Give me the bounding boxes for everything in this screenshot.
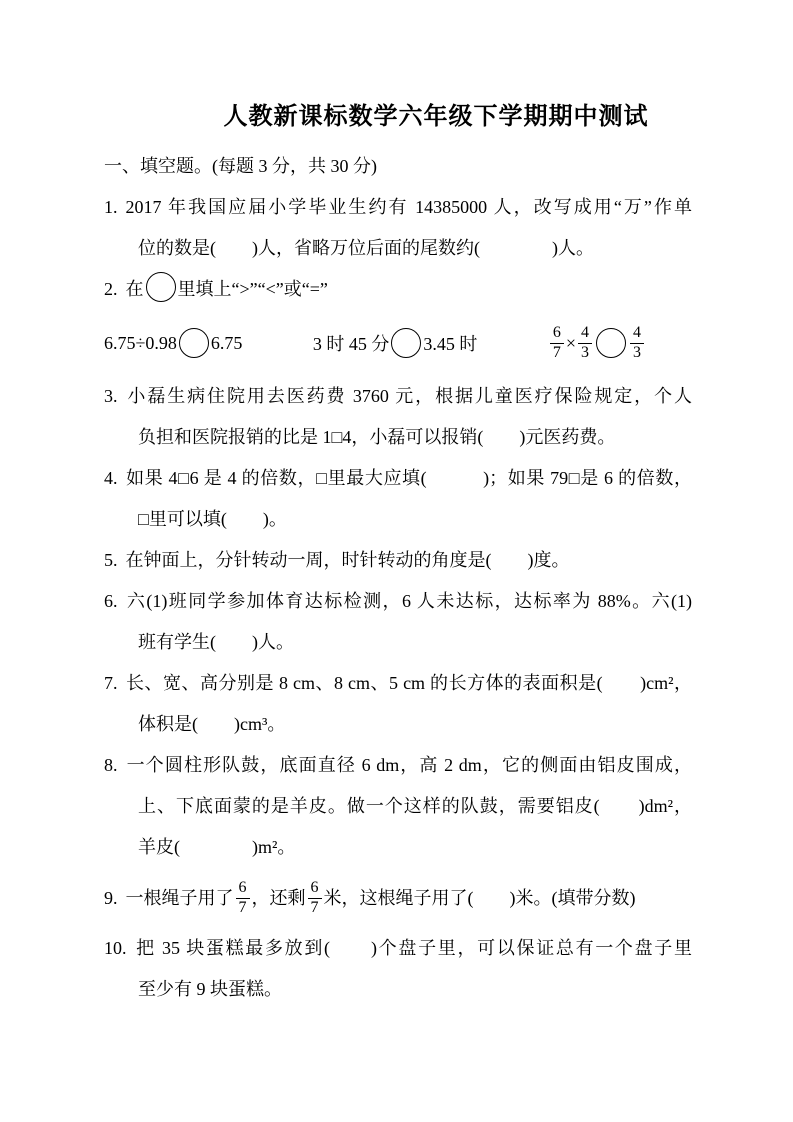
question-text: ×: [565, 332, 576, 353]
question-text: 把 35 块蛋糕最多放到( )个盘子里，可以保证总有一个盘子里: [134, 938, 692, 958]
comparison-item: [313, 328, 478, 358]
question-10: [104, 928, 692, 1010]
question-text: 班有学生( )人。: [138, 632, 294, 652]
question-line: [104, 928, 692, 969]
question-text: 3 时 45 分: [312, 334, 390, 354]
question-text: 小磊生病住院用去医药费 3760 元，根据儿童医疗保险规定，个人: [125, 386, 692, 406]
question-9: [104, 868, 692, 928]
questions-list: [104, 187, 692, 1010]
question-line: [104, 663, 692, 704]
question-2: [104, 269, 692, 310]
question-number: 8.: [104, 755, 118, 775]
question-line: [104, 269, 692, 310]
question-text: □里可以填( )。: [138, 509, 287, 529]
question-line: [104, 581, 692, 622]
question-number: 1.: [104, 197, 118, 217]
question-line: [104, 499, 692, 540]
question-number: 7.: [104, 673, 118, 693]
question-text: 六(1)班同学参加体育达标检测，6 人未达标，达标率为 88%。六(1): [125, 591, 692, 611]
fraction-denominator: 7: [552, 343, 561, 361]
question-number: 10.: [104, 938, 127, 958]
question-line: [104, 458, 692, 499]
comparison-row: [104, 312, 692, 374]
page-title: 人教新课标数学六年级下学期期中测试: [223, 104, 649, 130]
question-text: 位的数是( )人，省略万位后面的尾数约( )人。: [138, 238, 594, 258]
question-number: 5.: [104, 550, 118, 570]
section-heading: 一、填空题。(每题 3 分，共 30 分): [104, 156, 377, 176]
question-text: 6.75: [210, 332, 243, 353]
question-line: [104, 868, 692, 928]
question-text: 2017 年我国应届小学毕业生约有 14385000 人，改写成用“万”作单: [125, 197, 692, 217]
question-text: 至少有 9 块蛋糕。: [138, 979, 282, 999]
question-line: [104, 187, 692, 228]
question-number: 6.: [104, 591, 118, 611]
fraction: [630, 324, 644, 362]
question-text: 在: [125, 279, 144, 299]
question-6: [104, 581, 692, 663]
fraction-numerator: 6: [236, 879, 250, 898]
fraction-numerator: 4: [630, 324, 644, 343]
fraction-numerator: 6: [550, 324, 564, 343]
question-text: 里填上“>”“<”或“=”: [177, 279, 328, 299]
question-line: [104, 540, 692, 581]
question-line: [104, 745, 692, 786]
fraction: [578, 324, 592, 362]
question-8: [104, 745, 692, 868]
fraction-numerator: 6: [308, 879, 322, 898]
question-number: 4.: [104, 468, 118, 488]
question-text: ，还剩: [251, 887, 306, 908]
comparison-item: [548, 324, 646, 362]
fill-in-circle: [179, 328, 209, 358]
fraction-denominator: 3: [632, 343, 641, 361]
fraction: [308, 879, 322, 917]
question-3: [104, 376, 692, 458]
question-text: 一根绳子用了: [125, 887, 234, 908]
question-number: 2.: [104, 279, 118, 299]
question-text: 米，这根绳子用了( )米。(填带分数): [323, 887, 636, 908]
question-text: 体积是( )cm³。: [138, 714, 286, 734]
question-line: [104, 827, 692, 868]
fill-in-circle: [596, 328, 626, 358]
question-5: [104, 540, 692, 581]
question-line: [104, 969, 692, 1010]
fraction: [550, 324, 564, 362]
question-text: 负担和医院报销的比是 1□4，小磊可以报销( )元医药费。: [138, 427, 616, 447]
question-line: [104, 704, 692, 745]
question-line: [104, 376, 692, 417]
question-line: [104, 228, 692, 269]
fill-in-circle: [146, 272, 176, 302]
question-4: [104, 458, 692, 540]
question-7: [104, 663, 692, 745]
question-line: [104, 622, 692, 663]
question-text: 羊皮( )m²。: [138, 837, 296, 857]
question-text: 长、宽、高分别是 8 cm、8 cm、5 cm 的长方体的表面积是( )cm²，: [125, 673, 692, 693]
question-number: 3.: [104, 386, 118, 406]
comparison-row-line: [104, 312, 692, 374]
question-text: 一个圆柱形队鼓，底面直径 6 dm，高 2 dm，它的侧面由铝皮围成，: [125, 755, 692, 775]
question-text: 3.45 时: [423, 334, 478, 354]
question-text: 如果 4□6 是 4 的倍数，□里最大应填( )；如果 79□是 6 的倍数，: [125, 468, 692, 488]
question-text: 上、下底面蒙的是羊皮。做一个这样的队鼓，需要铝皮( )dm²，: [138, 796, 692, 816]
question-1: [104, 187, 692, 269]
fraction: [236, 879, 250, 917]
question-text: 在钟面上，分针转动一周，时针转动的角度是( )度。: [125, 550, 570, 570]
comparison-item: [104, 328, 242, 358]
question-line: [104, 417, 692, 458]
fraction-denominator: 7: [310, 898, 319, 916]
fraction-denominator: 7: [238, 898, 247, 916]
fill-in-circle: [391, 328, 421, 358]
fraction-denominator: 3: [580, 343, 589, 361]
question-line: [104, 786, 692, 827]
fraction-numerator: 4: [578, 324, 592, 343]
question-text: 6.75÷0.98: [104, 332, 177, 353]
question-number: 9.: [104, 887, 118, 908]
